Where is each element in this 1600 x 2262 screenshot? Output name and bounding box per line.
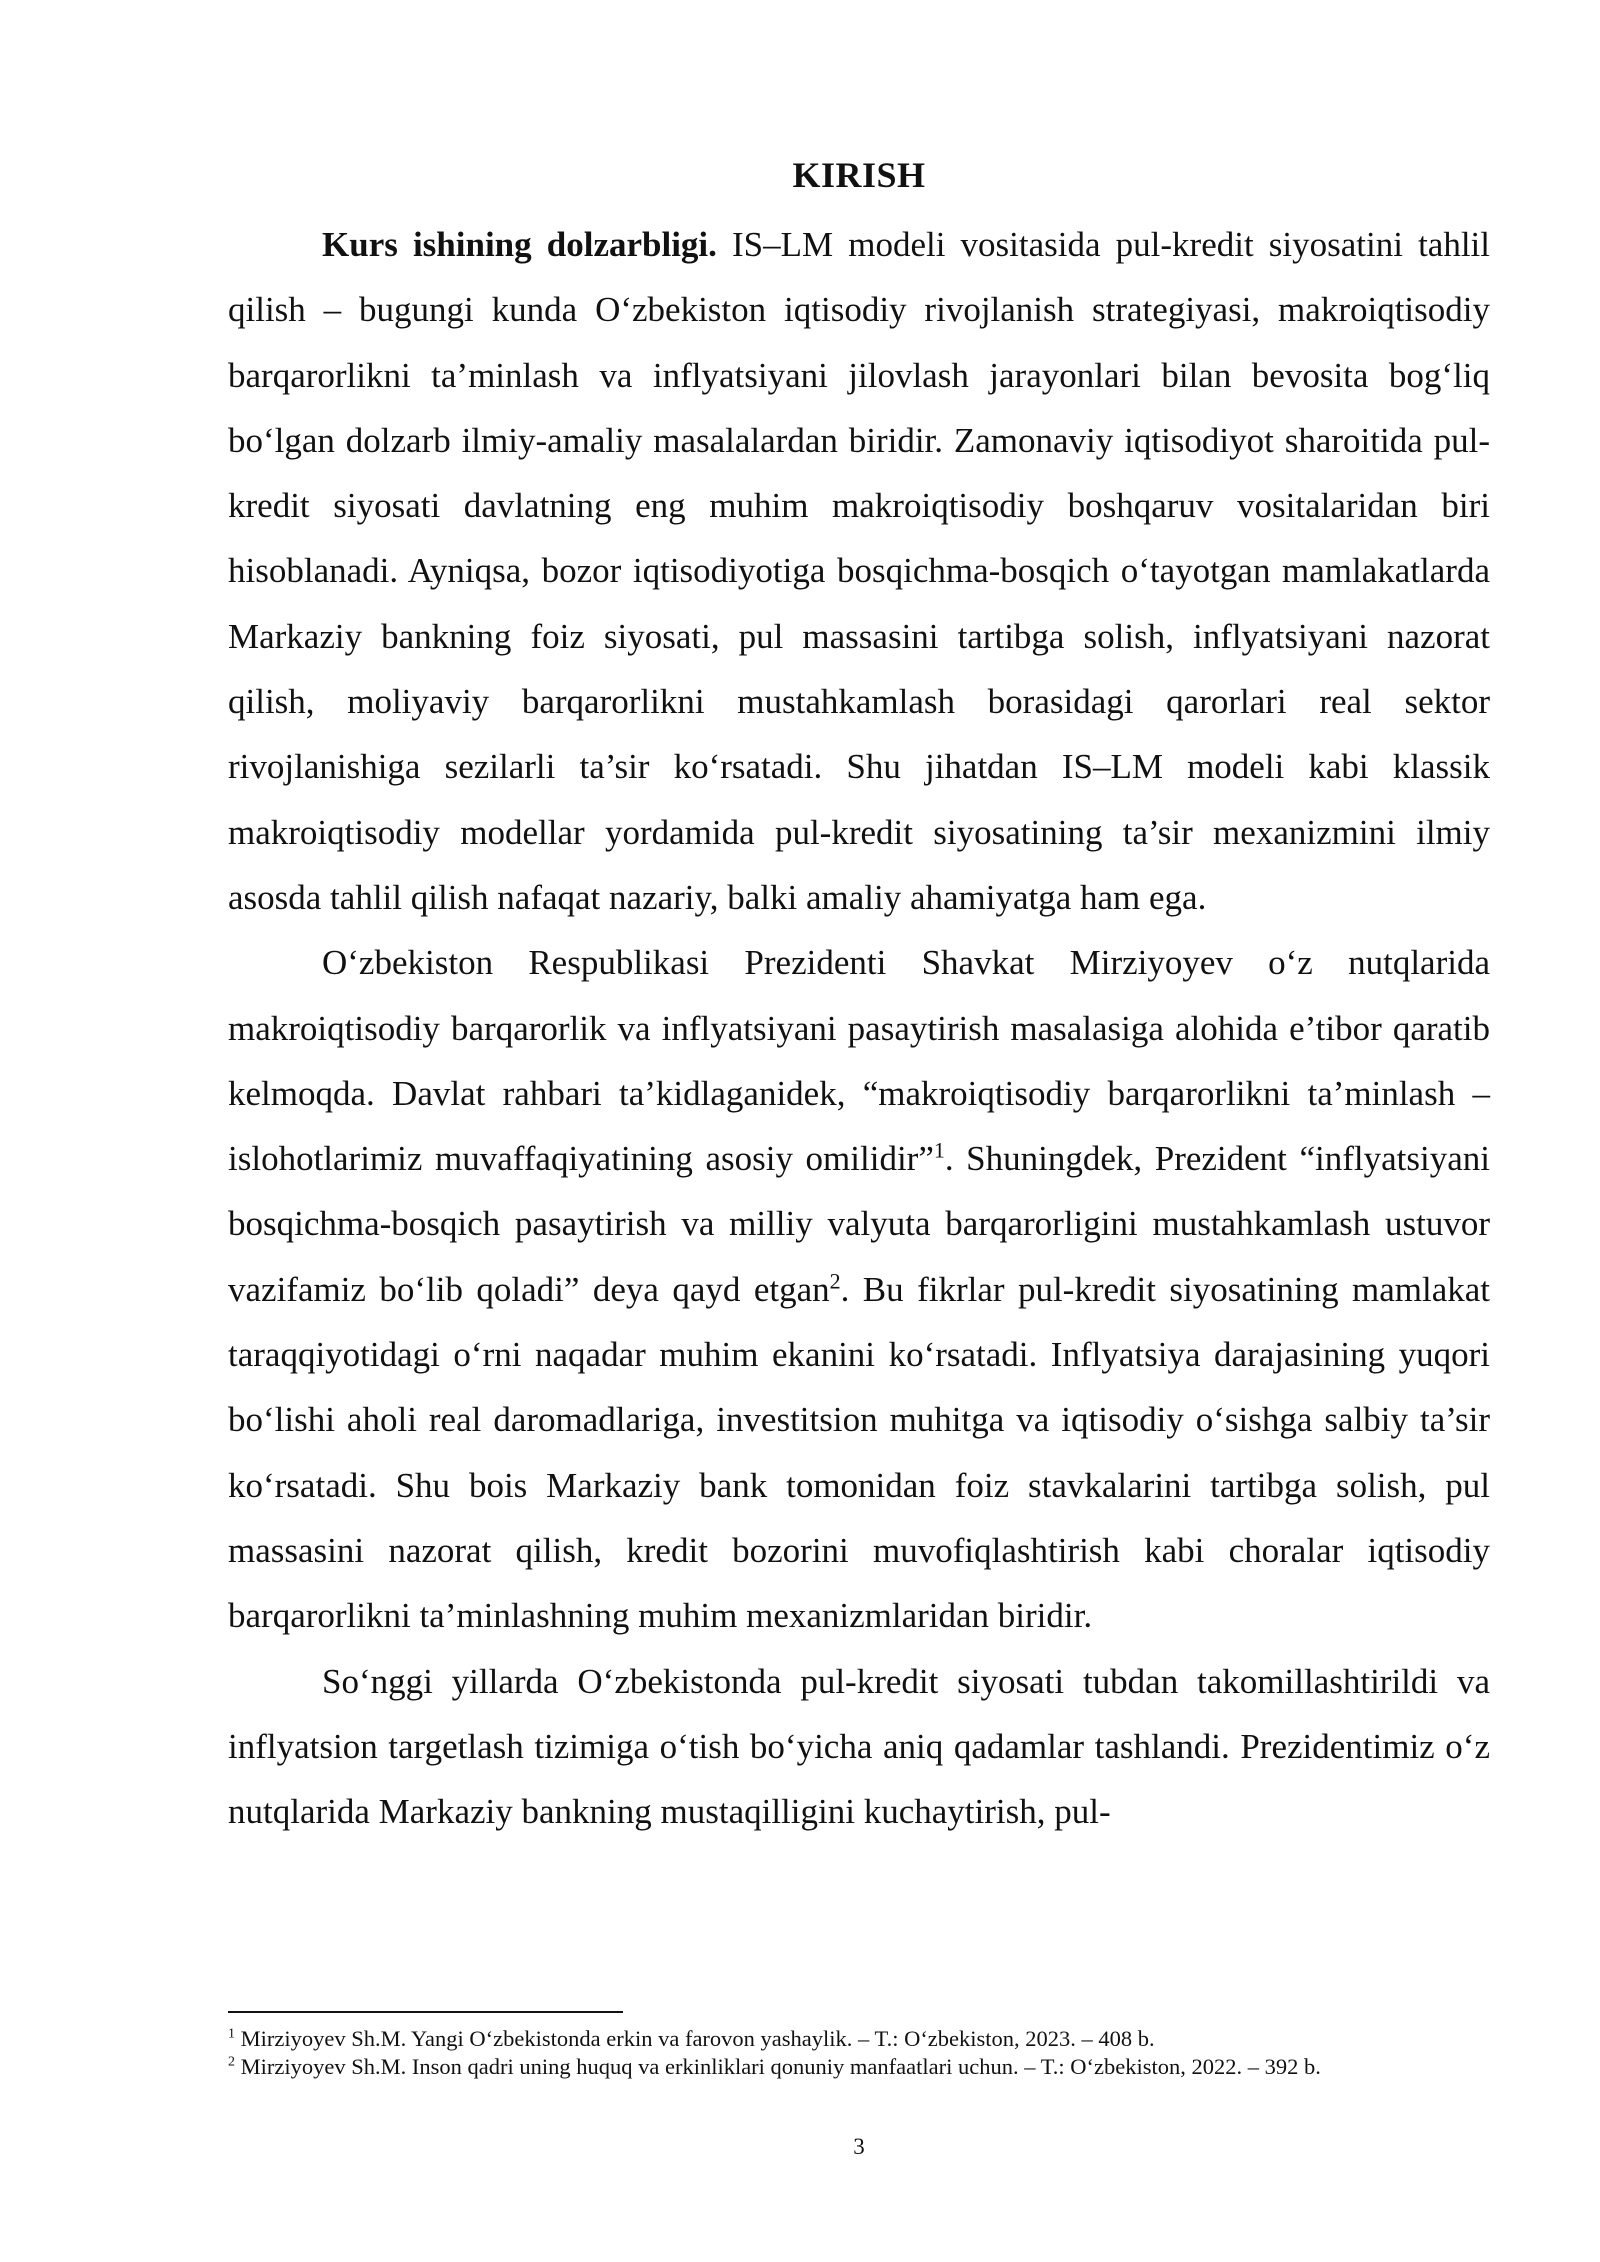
footnote [228,2053,1490,2081]
footnote-number: 1 [228,2026,235,2042]
footnote-separator [228,2011,623,2013]
paragraph-text: IS–LM modeli vositasida pul-kredit siyosatini tahlil qilish – bugungi kunda O‘zbekiston iqtisodiy rivojlanish strategiyasi, makroiqtisodiy barqarorlikni ta’minlash va inflyatsiyani jilovlash jarayonlari bilan bevosita bog‘liq bo‘lgan dolzarb ilmiy-amaliy masalalardan biridir. Zamonaviy iqtisodiyot sharoitida pul-kredit siyosati davlatning eng muhim makroiqtisodiy boshqaruv vositalaridan biri hisoblanadi. Ayniqsa, bozor iqtisodiyotiga bosqichma-bosqich o‘tayotgan mamlakatlarda Markaziy bankning foiz siyosati, pul massasini tartibga solish, inflyatsiyani nazorat qilish, moliyaviy barqarorlikni mustahkamlash borasidagi qarorlari real sektor rivojlanishiga sezilarli ta’sir ko‘rsatadi. Shu jihatdan IS–LM modeli kabi klassik makroiqtisodiy modellar yordamida pul-kredit siyosatining ta’sir mexanizmini ilmiy asosda tahlil qilish nafaqat nazariy, balki amaliy ahamiyatga ham ega. [228,225,1490,917]
body-text [228,212,1490,1844]
footnote-reference: 2 [829,1268,841,1294]
footnote-reference: 1 [933,1137,945,1163]
section-heading: KIRISH [792,155,926,195]
footnote-text: Mirziyoyev Sh.M. Inson qadri uning huquq va erkinliklari qonuniy manfaatlari uchun. – T.: O‘zbekiston, 2022. – 392 b. [235,2054,1321,2079]
paragraph-text: O‘zbekiston Respublikasi Prezidenti Shavkat Mirziyoyev o‘z nutqlarida makroiqtisodiy barqarorlik va inflyatsiyani pasaytirish masalasiga alohida e’tibor qaratib kelmoqda. Davlat rahbari ta’kidlaganidek, “makroiqtisodiy barqarorlikni ta’minlash – islohotlarimiz muvaffaqiyatining asosiy omilidir” [228,943,1490,1179]
paragraph-president [228,930,1490,1648]
paragraph-text: So‘nggi yillarda O‘zbekistonda pul-kredit siyosati tubdan takomillashtirildi va inflyatsion targetlash tizimiga o‘tish bo‘yicha aniq qadamlar tashlandi. Prezidentimiz o‘z nutqlarida Markaziy bankning mustaqilligini kuchaytirish, pul- [228,1661,1490,1832]
footnote-number: 2 [228,2054,235,2070]
paragraph-text: . Shuningdek, Prezident “inflyatsiyani bosqichma-bosqich pasaytirish va milliy valyuta barqarorligini mustahkamlash ustuvor vazifamiz bo‘lib qoladi” deya qayd etgan [228,1139,1490,1309]
paragraph-relevance [228,212,1490,930]
page-number: 3 [853,2134,865,2159]
footnotes [228,2025,1490,2081]
paragraph-recent-years [228,1649,1490,1845]
paragraph-text: . Bu fikrlar pul-kredit siyosatining mamlakat taraqqiyotidagi o‘rni naqadar muhim ekanini ko‘rsatadi. Inflyatsiya darajasining yuqori bo‘lishi aholi real daromadlariga, investitsion muhitga va iqtisodiy o‘sishga salbiy ta’sir ko‘rsatadi. Shu bois Markaziy bank tomonidan foiz stavkalarini tartibga solish, pul massasini nazorat qilish, kredit bozorini muvofiqlashtirish kabi choralar iqtisodiy barqarorlikni ta’minlashning muhim mexanizmlaridan biridir. [228,1269,1490,1636]
footnote-text: Mirziyoyev Sh.M. Yangi O‘zbekistonda erkin va farovon yashaylik. – T.: O‘zbekiston, 2023. – 408 b. [235,2026,1155,2051]
footnote [228,2025,1490,2053]
paragraph-lead: Kurs ishining dolzarbligi. [322,225,717,264]
